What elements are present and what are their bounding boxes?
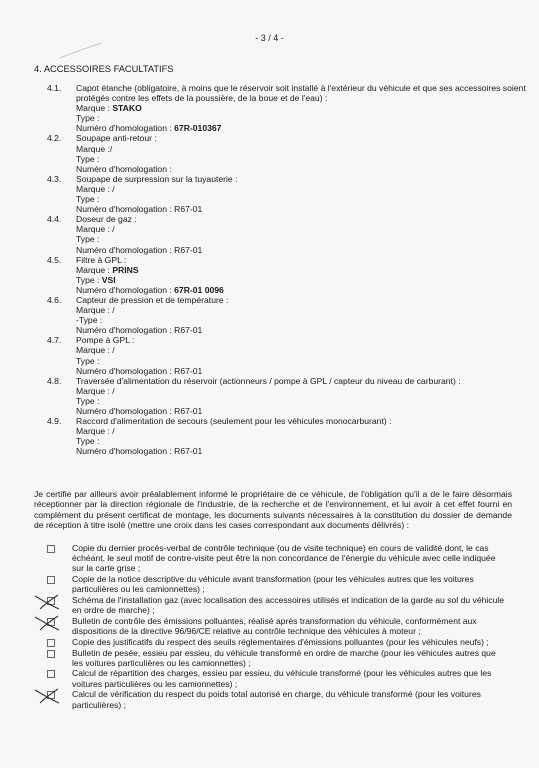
accessory-item bbox=[0, 133, 539, 173]
checklist-item bbox=[0, 637, 539, 647]
checklist-item bbox=[0, 574, 539, 594]
item-number: 4.1. bbox=[47, 83, 62, 93]
item-number: 4.5. bbox=[47, 254, 62, 265]
field-type: Type : bbox=[76, 395, 100, 406]
field-homologation: Numéro d'homologation : R67-01 bbox=[76, 406, 203, 416]
accessory-item bbox=[0, 335, 539, 375]
checklist-item bbox=[0, 616, 539, 636]
field-homologation: Numéro d'homologation : R67-01 bbox=[76, 446, 203, 457]
item-title: Capteur de pression et de température : bbox=[76, 294, 229, 305]
item-number: 4.6. bbox=[47, 294, 62, 305]
field-marque: Marque : PRINS bbox=[76, 264, 139, 275]
checklist-text: Calcul de répartition des charges, essieu par essieu, du véhicule transformé (pour les véhicules autres que les voitures particulières ou les camionnettes) ; bbox=[72, 668, 492, 689]
checkbox[interactable] bbox=[47, 576, 55, 584]
checklist-text: Copie des justificatifs du respect des seuils réglementaires d'émissions polluantes (pour les véhicules neufs) ; bbox=[72, 636, 489, 647]
item-title: Pompe à GPL : bbox=[76, 335, 135, 346]
field-homologation: Numéro d'homologation : 67R-010367 bbox=[76, 123, 222, 134]
checklist-item bbox=[0, 543, 539, 574]
checkbox[interactable] bbox=[47, 650, 55, 658]
pen-scribble-icon bbox=[58, 40, 104, 62]
accessory-item bbox=[0, 214, 539, 254]
checkbox[interactable] bbox=[47, 639, 55, 647]
checklist-text: Schéma de l'installation gaz (avec localisation des accessoires utilisés et indication de la garde au sol du véhicule en ordre de marche) ; bbox=[72, 595, 505, 616]
field-type: Type : bbox=[76, 153, 100, 164]
field-marque: Marque : / bbox=[76, 385, 115, 396]
item-title: Raccord d'alimentation de secours (seulement pour les véhicules monocarburant) : bbox=[76, 416, 392, 427]
field-type: Type : bbox=[76, 436, 100, 447]
field-type: -Type : bbox=[76, 315, 103, 326]
accessory-item bbox=[0, 376, 539, 416]
accessory-item bbox=[0, 255, 539, 295]
field-marque: Marque : / bbox=[76, 224, 115, 235]
item-number: 4.4. bbox=[47, 214, 62, 225]
handwritten-cross-icon bbox=[32, 592, 62, 612]
field-homologation: Numéro d'homologation : bbox=[76, 163, 172, 174]
field-homologation: Numéro d'homologation : R67-01 bbox=[76, 204, 203, 215]
field-type: Type : bbox=[76, 355, 100, 366]
page-number: - 3 / 4 - bbox=[255, 33, 284, 43]
field-type: Type : VSI bbox=[76, 274, 116, 285]
field-type: Type : bbox=[76, 194, 100, 205]
handwritten-cross-icon bbox=[32, 613, 62, 633]
item-title: Capot étanche (obligatoire, à moins que le réservoir soit installé à l'extérieur du véhicule et que ses accessoires soient protégés contre les effets de la poussière, de la boue et de l'eau) : bbox=[76, 83, 526, 104]
checkbox[interactable] bbox=[47, 545, 55, 553]
item-number: 4.7. bbox=[47, 335, 62, 346]
field-marque: Marque :/ bbox=[76, 143, 113, 154]
field-type: Type : bbox=[76, 234, 100, 245]
section-title: 4. ACCESSOIRES FACULTATIFS bbox=[34, 64, 174, 74]
document-checklist bbox=[0, 543, 539, 710]
item-number: 4.9. bbox=[47, 416, 62, 427]
checklist-text: Bulletin de pesée, essieu par essieu, du véhicule transformé en ordre de marche (pour les véhicules autres que les voitures particulières ou les camionnettes) ; bbox=[72, 647, 496, 668]
item-title: Traversée d'alimentation du réservoir (actionneurs / pompe à GPL / capteur du niveau de carburant) : bbox=[76, 375, 461, 386]
field-homologation: Numéro d'homologation : 67R-01 0096 bbox=[76, 284, 224, 295]
field-homologation: Numéro d'homologation : R67-01 bbox=[76, 244, 203, 255]
handwritten-cross-icon bbox=[32, 686, 62, 706]
item-title: Doseur de gaz : bbox=[76, 214, 137, 225]
field-homologation: Numéro d'homologation : R67-01 bbox=[76, 365, 203, 376]
field-marque: Marque : / bbox=[76, 183, 115, 194]
accessory-list bbox=[0, 83, 539, 456]
item-number: 4.2. bbox=[47, 133, 62, 144]
accessory-item bbox=[0, 416, 539, 456]
field-marque: Marque : / bbox=[76, 305, 115, 316]
checklist-item bbox=[0, 689, 539, 709]
item-title: Soupape anti-retour : bbox=[76, 133, 157, 144]
checklist-text: Copie du dernier procès-verbal de contrôle technique (ou de visite technique) en cours de validité dont, le cas échéant, le seul motif de contre-visite peut être la non concordance de l'énergie du véhicule avec celle indiquée sur la carte grise ; bbox=[72, 543, 496, 574]
accessory-item bbox=[0, 174, 539, 214]
accessory-item bbox=[0, 83, 539, 133]
checklist-text: Copie de la notice descriptive du véhicule avant transformation (pour les véhicules autres que les voitures particulières ou les camionnettes) ; bbox=[72, 574, 474, 595]
accessory-item bbox=[0, 295, 539, 335]
item-title: Filtre à GPL : bbox=[76, 254, 127, 265]
checklist-item bbox=[0, 668, 539, 688]
item-title: Soupape de surpression sur la tuyauterie : bbox=[76, 173, 238, 184]
field-marque: Marque : STAKO bbox=[76, 103, 142, 114]
field-marque: Marque : / bbox=[76, 426, 115, 437]
checkbox[interactable] bbox=[47, 670, 55, 678]
checklist-text: Calcul de vérification du respect du poids total autorisé en charge, du véhicule transformé (pour les voitures particulières) ; bbox=[72, 689, 481, 710]
field-marque: Marque : / bbox=[76, 345, 115, 356]
checklist-text: Bulletin de contrôle des émissions polluantes, réalisé après transformation du véhicule, conformément aux dispositions de la directive 96/96/CE relative au contrôle technique des véhicules à moteur ; bbox=[72, 615, 477, 637]
checklist-item bbox=[0, 595, 539, 615]
field-type: Type : bbox=[76, 113, 100, 124]
item-number: 4.3. bbox=[47, 173, 62, 184]
certification-paragraph: Je certifie par ailleurs avoir préalablement informé le propriétaire de ce véhicule, de l'obligation qu'il a de le faire désormais réceptionner par la direction régionale de l'industrie, de la recherche et de l'environnement, et lui avoir à cet effet fourni en complément du présent certificat de montage, les documents suivants nécessaires à la constitution du dossier de demande de réception à titre isolé (mettre une croix dans les cases correspondant aux documents délivrés) : bbox=[34, 489, 512, 530]
item-number: 4.8. bbox=[47, 375, 62, 386]
field-homologation: Numéro d'homologation : R67-01 bbox=[76, 325, 203, 336]
checklist-item bbox=[0, 648, 539, 668]
